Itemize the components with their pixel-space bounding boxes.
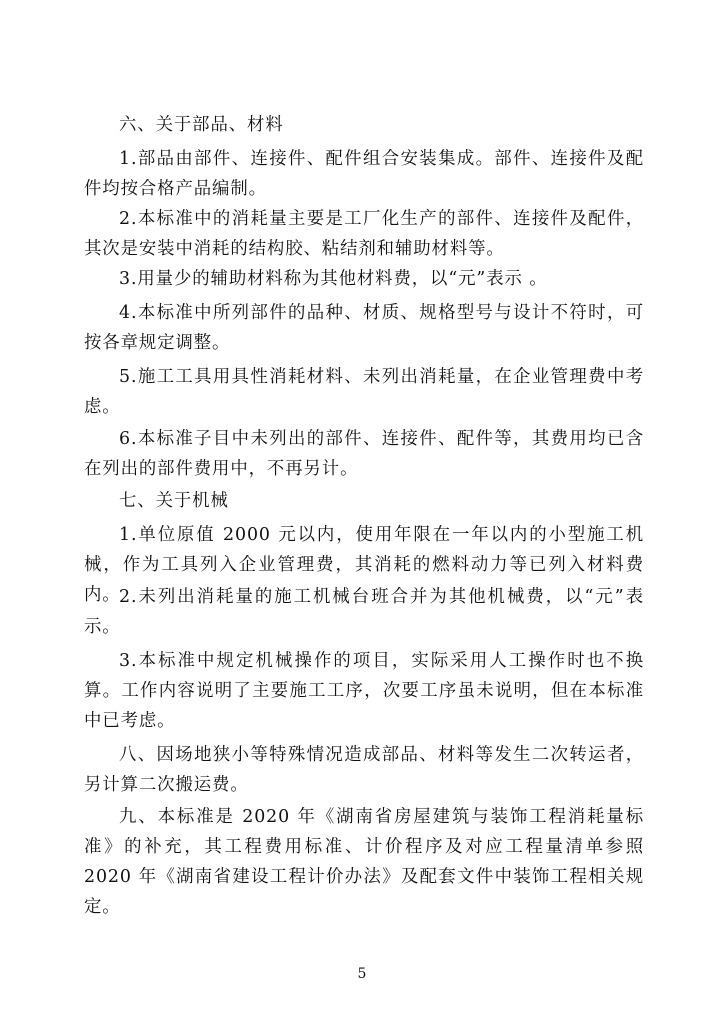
section-7-item-3: 3.本标准中规定机械操作的项目，实际采用人工操作时也不换算。工作内容说明了主要施工工序，次要工序虽未说明，但在本标准中已考虑。 — [84, 651, 644, 731]
section-7-item-2: 2.未列出消耗量的施工机械台班合并为其他机械费，以“元”表示。 — [84, 587, 644, 637]
section-6-item-4: 4.本标准中所列部件的品种、材质、规格型号与设计不符时，可按各章规定调整。 — [84, 303, 644, 353]
section-8-paragraph: 八、因场地狭小等特殊情况造成部品、材料等发生二次转运者，另计算二次搬运费。 — [84, 745, 644, 795]
section-6-item-3: 3.用量少的辅助材料称为其他材料费，以“元”表示 。 — [119, 269, 548, 289]
section-9-paragraph: 九、本标准是 2020 年《湖南省房屋建筑与装饰工程消耗量标准》的补充，其工程费用标准、计价程序及对应工程量清单参照 2020 年《湖南省建设工程计价办法》及配套文件中装饰工程相关规定。 — [84, 807, 644, 917]
section-6-item-5: 5.施工工具用具性消耗材料、未列出消耗量，在企业管理费中考虑。 — [84, 367, 644, 417]
section-6-item-2: 2.本标准中的消耗量主要是工厂化生产的部件、连接件及配件，其次是安装中消耗的结构胶、粘结剂和辅助材料等。 — [84, 209, 644, 259]
section-6-item-6: 6.本标准子目中未列出的部件、连接件、配件等，其费用均已含在列出的部件费用中，不再另计。 — [84, 429, 644, 479]
section-6-item-1: 1.部品由部件、连接件、配件组合安装集成。部件、连接件及配件均按合格产品编制。 — [84, 149, 644, 199]
section-7-heading: 七、关于机械 — [119, 491, 229, 511]
section-6-heading: 六、关于部品、材料 — [119, 115, 284, 135]
section-7-item-1: 1.单位原值 2000 元以内，使用年限在一年以内的小型施工机械，作为工具列入企业管理费，其消耗的燃料动力等已列入材料费内。 — [84, 525, 644, 605]
page-number: 5 — [357, 966, 367, 982]
